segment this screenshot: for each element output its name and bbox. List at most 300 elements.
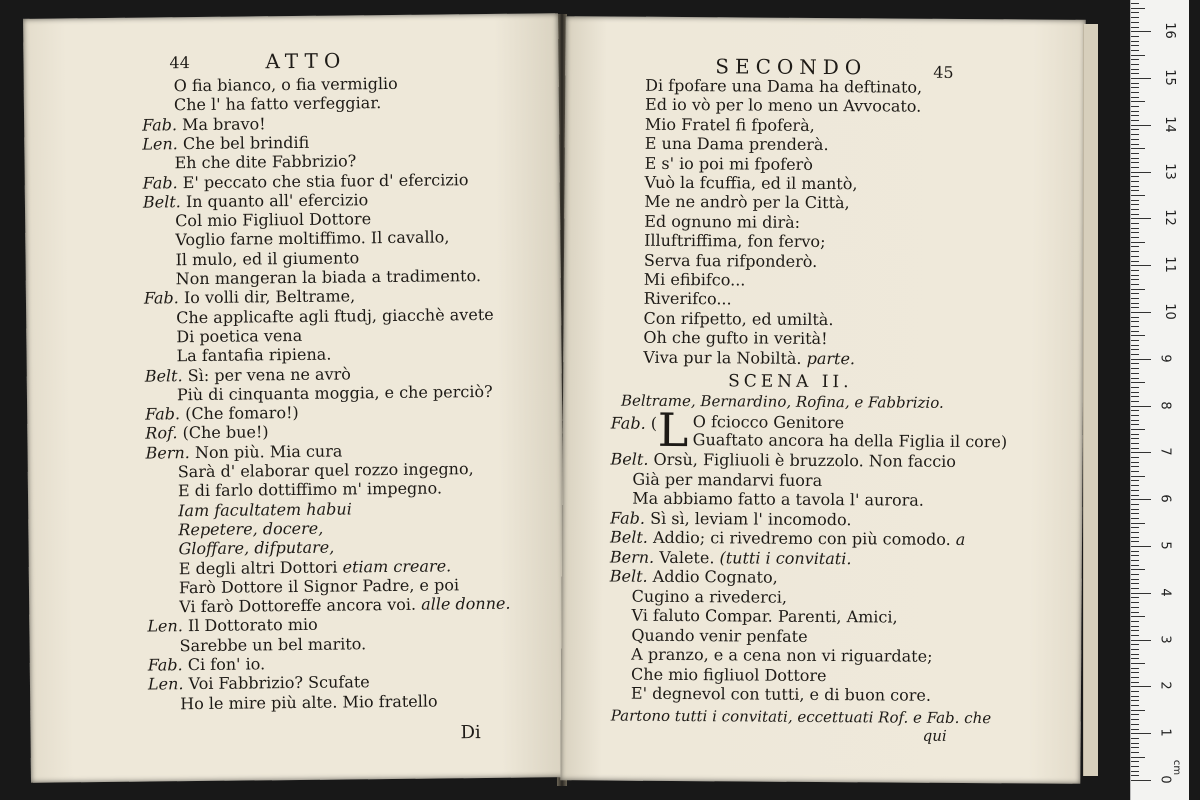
ruler-label: 4 (1157, 588, 1173, 597)
ruler-tick (1131, 420, 1139, 421)
line-text: Cugino a rivederci, (631, 586, 788, 607)
speaker-label: Belt. (144, 365, 183, 386)
line-text: Serva fua rifponderò. (643, 250, 818, 271)
text-line (148, 655, 266, 674)
line-text: Che bel brindifi (182, 132, 310, 154)
right-page (560, 16, 1085, 784)
line-text: Riverifco... (643, 289, 732, 309)
line-text: (Che bue!) (182, 422, 269, 443)
line-text: Vuò la fcuffia, ed il mantò, (644, 172, 858, 194)
ruler-tick (1131, 73, 1139, 74)
ruler-tick (1131, 275, 1139, 276)
speaker-label: Belt. (142, 191, 181, 212)
ruler-tick (1131, 644, 1139, 645)
ruler-tick (1131, 87, 1139, 88)
speaker-label: Belt. (610, 449, 649, 469)
ruler-tick (1131, 602, 1139, 603)
right-running-head: SECONDO (715, 54, 868, 80)
line-text: Io volli dir, Beltrame, (183, 286, 356, 308)
text-line (632, 470, 822, 489)
ruler-tick (1131, 499, 1151, 500)
text-line (643, 348, 855, 367)
line-text: Non mangeran la biada a tradimento. (175, 266, 482, 289)
ruler-tick (1131, 167, 1139, 168)
ruler-tick (1131, 551, 1139, 552)
line-text: Che l' ha fatto verfeggiar. (173, 93, 382, 115)
ruler-tick (1131, 771, 1139, 772)
ruler-label: 9 (1157, 354, 1173, 363)
drop-cap: L (657, 402, 689, 458)
line-text: Che applicafte agli ftudj, giacchè avete (176, 304, 494, 327)
line-text: Eh che dite Fabbrizio? (174, 151, 357, 173)
ruler-tick (1131, 69, 1139, 70)
line-text: Il Dottorato mio (187, 615, 318, 636)
ruler-tick (1131, 438, 1139, 439)
line-text: Quando venir penfate (631, 625, 808, 646)
ruler-tick (1131, 485, 1139, 486)
line-text: Voglio farne moltiffimo. Il cavallo, (175, 227, 450, 250)
line-text: E' peccato che stia fuor d' efercizio (182, 169, 469, 192)
ruler-tick (1131, 700, 1139, 701)
line-text: Oh che gufto in verità! (643, 327, 828, 349)
text-line (178, 500, 352, 520)
line-text: E s' io poi mi fpoferò (644, 153, 813, 174)
ruler-tick (1131, 710, 1145, 711)
text-line (174, 94, 382, 114)
ruler-tick (1131, 677, 1139, 678)
text-line (631, 626, 807, 645)
ruler-tick (1131, 359, 1151, 360)
ruler-tick (1131, 303, 1139, 304)
stage-note: (tutti i convitati. (719, 547, 852, 568)
line-text: Ed ognuno mi dirà: (644, 211, 801, 232)
ruler-tick (1131, 743, 1139, 744)
ruler-tick (1131, 696, 1139, 697)
stage-note: parte. (806, 348, 856, 368)
ruler-tick (1131, 22, 1139, 23)
line-text: Ed io vò per lo meno un Avvocato. (644, 95, 922, 117)
ruler-tick (1131, 64, 1139, 65)
ruler-tick (1131, 714, 1139, 715)
ruler-tick (1131, 691, 1139, 692)
text-line (610, 529, 965, 549)
ruler-tick (1131, 434, 1139, 435)
ruler-tick (1131, 83, 1139, 84)
text-line (178, 520, 323, 540)
speaker-label: Bern. (145, 442, 190, 463)
ruler-tick (1131, 101, 1145, 102)
line-text: Gloffare, difputare, (178, 537, 335, 559)
line-text: Sarebbe un bel marito. (179, 633, 367, 655)
text-line (631, 646, 932, 666)
line-text: Iam facultatem habui (178, 499, 352, 520)
ruler-tick (1131, 729, 1139, 730)
text-line (645, 154, 813, 173)
ruler-tick (1131, 705, 1139, 706)
line-text: Mi efibifco... (643, 269, 746, 290)
ruler-tick (1131, 668, 1139, 669)
text-line (174, 153, 356, 173)
ruler-tick (1131, 457, 1139, 458)
text-line (145, 365, 351, 385)
line-text: Valete. (659, 547, 715, 567)
ruler-tick (1131, 429, 1145, 430)
line-text: E' degnevol con tutti, e di buon core. (630, 683, 932, 705)
line-text: Non più. Mia cura (194, 441, 343, 462)
ruler-tick (1131, 724, 1139, 725)
ruler-tick (1131, 476, 1145, 477)
ruler-tick (1131, 569, 1145, 570)
ruler-unit: cm (1171, 759, 1183, 776)
ruler-label: 1 (1157, 728, 1173, 737)
line-text: In quanto all' efercizio (185, 190, 369, 211)
ruler-tick (1131, 172, 1151, 173)
ruler-tick (1131, 158, 1139, 159)
ruler-tick (1131, 555, 1139, 556)
ruler-label: 5 (1157, 541, 1173, 550)
ruler-tick (1131, 682, 1139, 683)
speaker-label: Fab. (610, 508, 646, 528)
ruler-tick (1131, 523, 1145, 524)
text-line (174, 75, 398, 95)
text-line (610, 509, 851, 529)
ruler-tick (1131, 775, 1139, 776)
ruler-tick (1131, 757, 1145, 758)
ruler-tick (1131, 401, 1139, 402)
text-line (142, 134, 309, 154)
ruler-tick (1131, 92, 1139, 93)
text-line (644, 251, 817, 270)
ruler-tick (1131, 129, 1139, 130)
ruler-tick (1131, 747, 1139, 748)
line-text: Viva pur la Nobiltà. (643, 347, 802, 368)
line-text: Ho le mire più alte. Mio fratello (180, 691, 438, 713)
ruler-tick (1131, 588, 1139, 589)
speaker-label: Fab. (142, 114, 178, 135)
line-text: Farò Dottore il Signor Padre, e poi (178, 575, 460, 598)
ruler-tick (1131, 663, 1145, 664)
ruler-tick (1131, 111, 1139, 112)
ruler-tick (1131, 471, 1139, 472)
ruler-tick (1131, 382, 1145, 383)
ruler-tick (1131, 195, 1145, 196)
ruler-tick (1131, 228, 1139, 229)
ruler-tick (1131, 733, 1151, 734)
ruler-tick (1131, 354, 1139, 355)
line-text: Voi Fabbrizio? Scufate (188, 672, 370, 694)
ruler-label: 8 (1157, 400, 1173, 410)
text-line (178, 480, 442, 501)
ruler-tick (1131, 279, 1139, 280)
text-line (175, 210, 371, 230)
text-line (143, 171, 469, 192)
ruler-tick (1131, 307, 1139, 308)
text-line (147, 616, 317, 636)
line-text: Più di cinquanta moggia, e che perciò? (176, 381, 493, 405)
speaker-label: Fab. (145, 404, 181, 424)
text-line (176, 306, 494, 327)
line-text: Ma abbiamo fatto a tavola l' aurora. (632, 488, 924, 510)
ruler-tick (1131, 513, 1139, 514)
line-text: Orsù, Figliuoli è bruzzolo. Non faccio (653, 449, 957, 471)
ruler-label: 13 (1161, 162, 1177, 180)
ruler-tick (1131, 214, 1139, 215)
text-line (175, 229, 449, 250)
line-text: E una Dama prenderà. (644, 133, 829, 155)
ruler-label: 7 (1157, 447, 1173, 457)
speaker-label: Rof. (145, 423, 178, 443)
ruler-tick (1131, 537, 1139, 538)
ruler-label: 0 (1157, 775, 1173, 784)
ruler-tick (1131, 200, 1139, 201)
ruler-tick (1131, 321, 1139, 322)
ruler-tick (1131, 331, 1139, 332)
ruler-tick (1131, 153, 1139, 154)
ruler-tick (1131, 448, 1139, 449)
text-line (644, 174, 857, 193)
ruler-tick (1131, 139, 1139, 140)
ruler-tick (1131, 59, 1139, 60)
ruler-tick (1131, 298, 1139, 299)
text-line (644, 232, 826, 251)
ruler-tick (1131, 251, 1139, 252)
ruler-tick (1131, 583, 1139, 584)
text-line (143, 191, 368, 211)
ruler-tick (1131, 144, 1139, 145)
line-text: O fia bianco, o fia vermiglio (173, 73, 398, 96)
text-line (176, 327, 302, 346)
ruler-tick (1131, 148, 1145, 149)
stage-note: etiam creare. (342, 555, 452, 577)
ruler-tick (1131, 242, 1145, 243)
ruler-tick (1131, 12, 1139, 13)
ruler-tick (1131, 345, 1139, 346)
text-line (179, 595, 511, 616)
ruler-tick (1131, 223, 1139, 224)
ruler-label: 2 (1157, 681, 1173, 691)
text-line (644, 193, 849, 212)
line-text: Di fpofare una Dama ha deftinato, (645, 75, 923, 97)
line-text: A pranzo, e a cena non vi riguardate; (631, 644, 933, 666)
ruler-tick (1131, 616, 1145, 617)
left-page-number: 44 (169, 53, 190, 73)
line-text: Con rifpetto, ed umiltà. (643, 308, 834, 329)
right-catchword: qui (922, 726, 947, 745)
ruler-label: 11 (1161, 256, 1177, 273)
ruler-tick (1131, 373, 1139, 374)
ruler-tick (1131, 237, 1139, 238)
speaker-label: Belt. (609, 527, 648, 547)
text-line (611, 451, 957, 471)
text-line (644, 310, 834, 329)
scene-cast: Beltrame, Bernardino, Rofina, e Fabbrizio. (620, 391, 944, 412)
ruler-tick (1131, 3, 1139, 4)
fab-aside-speaker: Fab. ( (610, 413, 658, 433)
ruler-label: 16 (1161, 22, 1177, 39)
ruler-tick (1131, 368, 1139, 369)
ruler-tick (1131, 97, 1139, 98)
ruler-tick (1131, 462, 1139, 463)
ruler-tick (1131, 635, 1139, 636)
ruler-tick (1131, 50, 1139, 51)
stage-direction: Partono tutti i convitati, eccettuati Rof. e Fab. che (610, 706, 992, 728)
ruler-tick (1131, 218, 1151, 219)
ruler-tick (1131, 284, 1139, 285)
ruler-tick (1131, 293, 1139, 294)
speaker-label: Len. (142, 134, 178, 154)
ruler-tick (1131, 246, 1139, 247)
ruler-tick (1131, 270, 1139, 271)
text-line (632, 490, 924, 510)
text-line (142, 115, 266, 134)
line-text: Di poetica vena (176, 325, 303, 347)
text-line (179, 635, 366, 655)
line-text: (Che fomaro!) (185, 403, 299, 424)
ruler-tick (1131, 31, 1151, 32)
line-text: E di farlo dottiffimo m' impegno. (177, 478, 443, 501)
line-text: La fantafia ripiena. (176, 344, 332, 366)
ruler-tick (1131, 466, 1139, 467)
ruler-label: 14 (1161, 116, 1177, 133)
text-line (180, 692, 438, 713)
text-line (176, 267, 481, 288)
text-line (145, 442, 342, 462)
ruler-label: 10 (1161, 303, 1177, 320)
text-line (631, 685, 931, 705)
text-line (178, 539, 334, 559)
ruler-tick (1131, 204, 1139, 205)
ruler-tick (1131, 186, 1139, 187)
ruler-tick (1131, 630, 1139, 631)
line-text: Me ne andrò per la Città, (644, 192, 850, 213)
ruler-tick (1131, 780, 1151, 781)
ruler-tick (1131, 378, 1139, 379)
ruler-tick (1131, 78, 1151, 79)
speaker-label: Len. (147, 674, 184, 694)
ruler-tick (1131, 256, 1139, 257)
ruler-tick (1131, 649, 1139, 650)
speaker-label: Fab. (143, 288, 179, 308)
ruler-tick (1131, 17, 1139, 18)
ruler-tick (1131, 27, 1139, 28)
ruler-tick (1131, 120, 1139, 121)
ruler-tick (1131, 209, 1139, 210)
ruler-tick (1131, 363, 1139, 364)
ruler-label: 6 (1157, 494, 1173, 503)
speaker-label: Belt. (609, 566, 648, 586)
text-line (177, 383, 493, 404)
line-text: Vi farò Dottoreffe ancora voi. (179, 594, 417, 617)
ruler-tick (1131, 181, 1139, 182)
ruler-tick (1131, 134, 1139, 135)
ruler-tick (1131, 766, 1139, 767)
ruler-tick (1131, 443, 1139, 444)
scene-heading: SCENA II. (728, 371, 853, 393)
ruler-tick (1131, 326, 1139, 327)
ruler-tick (1131, 621, 1139, 622)
text-line (644, 213, 800, 232)
text-line (644, 271, 746, 290)
ruler-tick (1131, 574, 1139, 575)
left-catchword: Di (460, 722, 481, 744)
ruler-tick (1131, 265, 1151, 266)
text-line (632, 587, 787, 606)
ruler-tick (1131, 317, 1139, 318)
ruler-tick (1131, 36, 1139, 37)
text-line (631, 665, 827, 684)
ruler-tick (1131, 532, 1139, 533)
line-text: Illuftriffima, fon fervo; (644, 230, 826, 252)
ruler-tick (1131, 55, 1145, 56)
line-text: Repetere, docere, (178, 518, 324, 540)
text-line (645, 77, 922, 97)
speaker-label: Fab. (142, 172, 178, 193)
ruler-tick (1131, 490, 1139, 491)
ruler-label: 3 (1157, 634, 1173, 644)
speaker-label: Bern. (609, 547, 655, 567)
ruler-tick (1131, 752, 1139, 753)
ruler-label: 15 (1161, 69, 1177, 86)
scale-ruler (1130, 0, 1189, 800)
text-line (145, 424, 268, 443)
ruler-tick (1131, 541, 1139, 542)
ruler-tick (1131, 289, 1145, 290)
ruler-tick (1131, 41, 1139, 42)
ruler-tick (1131, 335, 1145, 336)
ruler-tick (1131, 518, 1139, 519)
ruler-tick (1131, 190, 1139, 191)
text-line (148, 674, 370, 694)
ruler-tick (1131, 719, 1139, 720)
fab-aside-line-2: Guaftato ancora ha della Figlia il core) (692, 430, 1008, 452)
line-text: Che mio figliuol Dottore (631, 664, 827, 685)
text-line (645, 135, 829, 154)
ruler-tick (1131, 176, 1139, 177)
ruler-tick (1131, 612, 1139, 613)
text-line (145, 404, 299, 424)
ruler-tick (1131, 738, 1139, 739)
text-line (144, 288, 355, 308)
ruler-tick (1131, 115, 1139, 116)
ruler-tick (1131, 560, 1139, 561)
ruler-label: 12 (1161, 209, 1177, 227)
line-text: Il mulo, ed il giumento (175, 248, 360, 269)
ruler-tick (1131, 495, 1139, 496)
ruler-tick (1131, 761, 1139, 762)
text-line (645, 96, 921, 116)
ruler-tick (1131, 312, 1151, 313)
ruler-tick (1131, 593, 1151, 594)
ruler-tick (1131, 392, 1139, 393)
ruler-tick (1131, 546, 1151, 547)
ruler-tick (1131, 125, 1151, 126)
stage-note: a (955, 529, 966, 549)
ruler-tick (1131, 504, 1139, 505)
ruler-tick (1131, 261, 1139, 262)
ruler-tick (1131, 658, 1139, 659)
ruler-tick (1131, 686, 1151, 687)
line-text: Già per mandarvi fuora (632, 469, 823, 490)
text-line (610, 548, 852, 568)
ruler-tick (1131, 565, 1139, 566)
ruler-tick (1131, 579, 1139, 580)
text-line (643, 329, 827, 348)
ruler-tick (1131, 45, 1139, 46)
line-text: Sì sì, leviam l' incomodo. (650, 508, 852, 529)
ruler-tick (1131, 654, 1139, 655)
ruler-tick (1131, 480, 1139, 481)
text-line (645, 116, 815, 135)
